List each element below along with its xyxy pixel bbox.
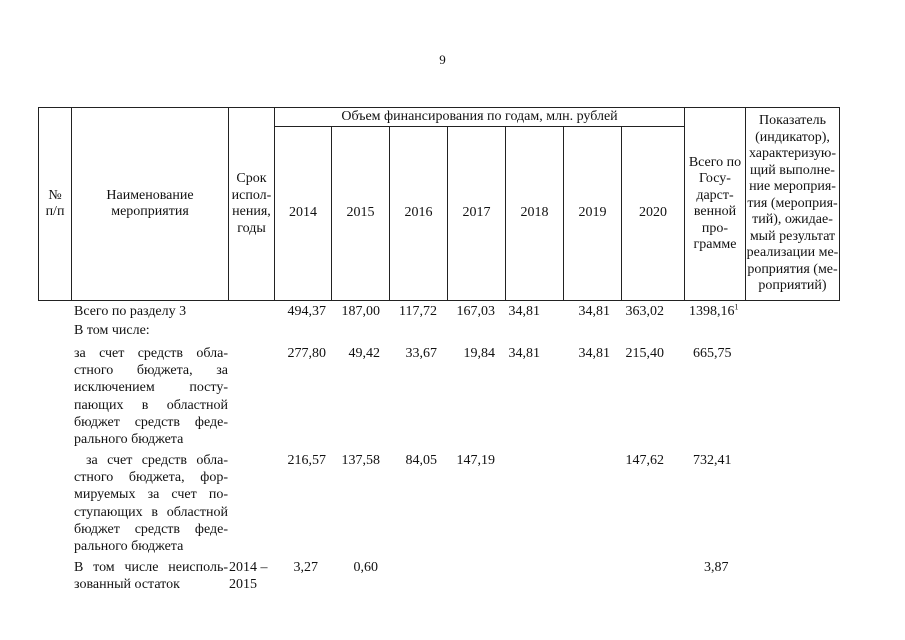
value-cell: 0,60 [353,560,378,575]
value-cell: 363,02 [625,304,664,319]
value-cell: 19,84 [463,346,495,361]
value-cell: 117,72 [399,304,437,319]
value-cell: 34,81 [578,304,610,319]
header-year-2019: 2019 [563,126,622,301]
value-cell: 84,05 [405,453,437,468]
header-year-2016: 2016 [389,126,448,301]
value-cell: 3,27 [293,560,318,575]
value-cell: 34,81 [578,346,610,361]
header-indicator: Показатель (индикатор), характеризую-щий выполне-ние мероприя-тия (мероприя-тий), ожидае-мый результат реализации ме-роприятия (ме-роприятий) [745,107,840,301]
value-cell: 167,03 [456,304,495,319]
header-year-2018: 2018 [505,126,564,301]
row-including-label: В том числе: [74,323,150,338]
row-unused-total: 3,87 [704,560,729,575]
row-federal-total: 732,41 [693,453,732,468]
footnote-mark: 1 [734,302,739,312]
value-cell: 49,42 [348,346,380,361]
row-regional-label: за счет средств обла-стного бюджета, за исключением посту-пающих в областной бюджет средств феде-рального бюджета [74,346,228,448]
header-total: Всего по Госу-дарст-венной про-грамме [684,107,746,301]
value-cell: 147,19 [456,453,495,468]
header-year-2015: 2015 [331,126,390,301]
value-cell: 494,37 [287,304,326,319]
row-unused-label: В том числе неисполь-зованный остаток [74,560,228,593]
row-section-total-label: Всего по разделу 3 [74,304,187,319]
row-federal-label: за счет средств обла-стного бюджета, фор-мируемых за счет по-ступающих в областной бюджет средств феде-рального бюджета [74,453,228,555]
value-cell: 147,62 [625,453,664,468]
value-cell: 277,80 [287,346,326,361]
value-cell: 34,81 [508,304,540,319]
row-section-total-grand: 1398,16$^1$ [689,302,739,319]
header-name: Наименование мероприятия [71,107,229,301]
value-cell: 137,58 [341,453,380,468]
header-year-2020: 2020 [621,126,685,301]
page-number: 9 [439,52,446,67]
header-year-2014: 2014 [274,126,332,301]
header-financing-title: Объем финансирования по годам, млн. рублей [274,107,685,127]
header-year-2017: 2017 [447,126,506,301]
row-regional-total: 665,75 [693,346,732,361]
value-cell: 34,81 [508,346,540,361]
value-cell: 215,40 [625,346,664,361]
value-cell: 216,57 [287,453,326,468]
value-cell: 187,00 [341,304,380,319]
row-unused-term: 2014 – 2015 [229,560,268,592]
value-cell: 33,67 [405,346,437,361]
header-number: № п/п [38,107,72,301]
header-term: Срок испол-нения, годы [228,107,275,301]
